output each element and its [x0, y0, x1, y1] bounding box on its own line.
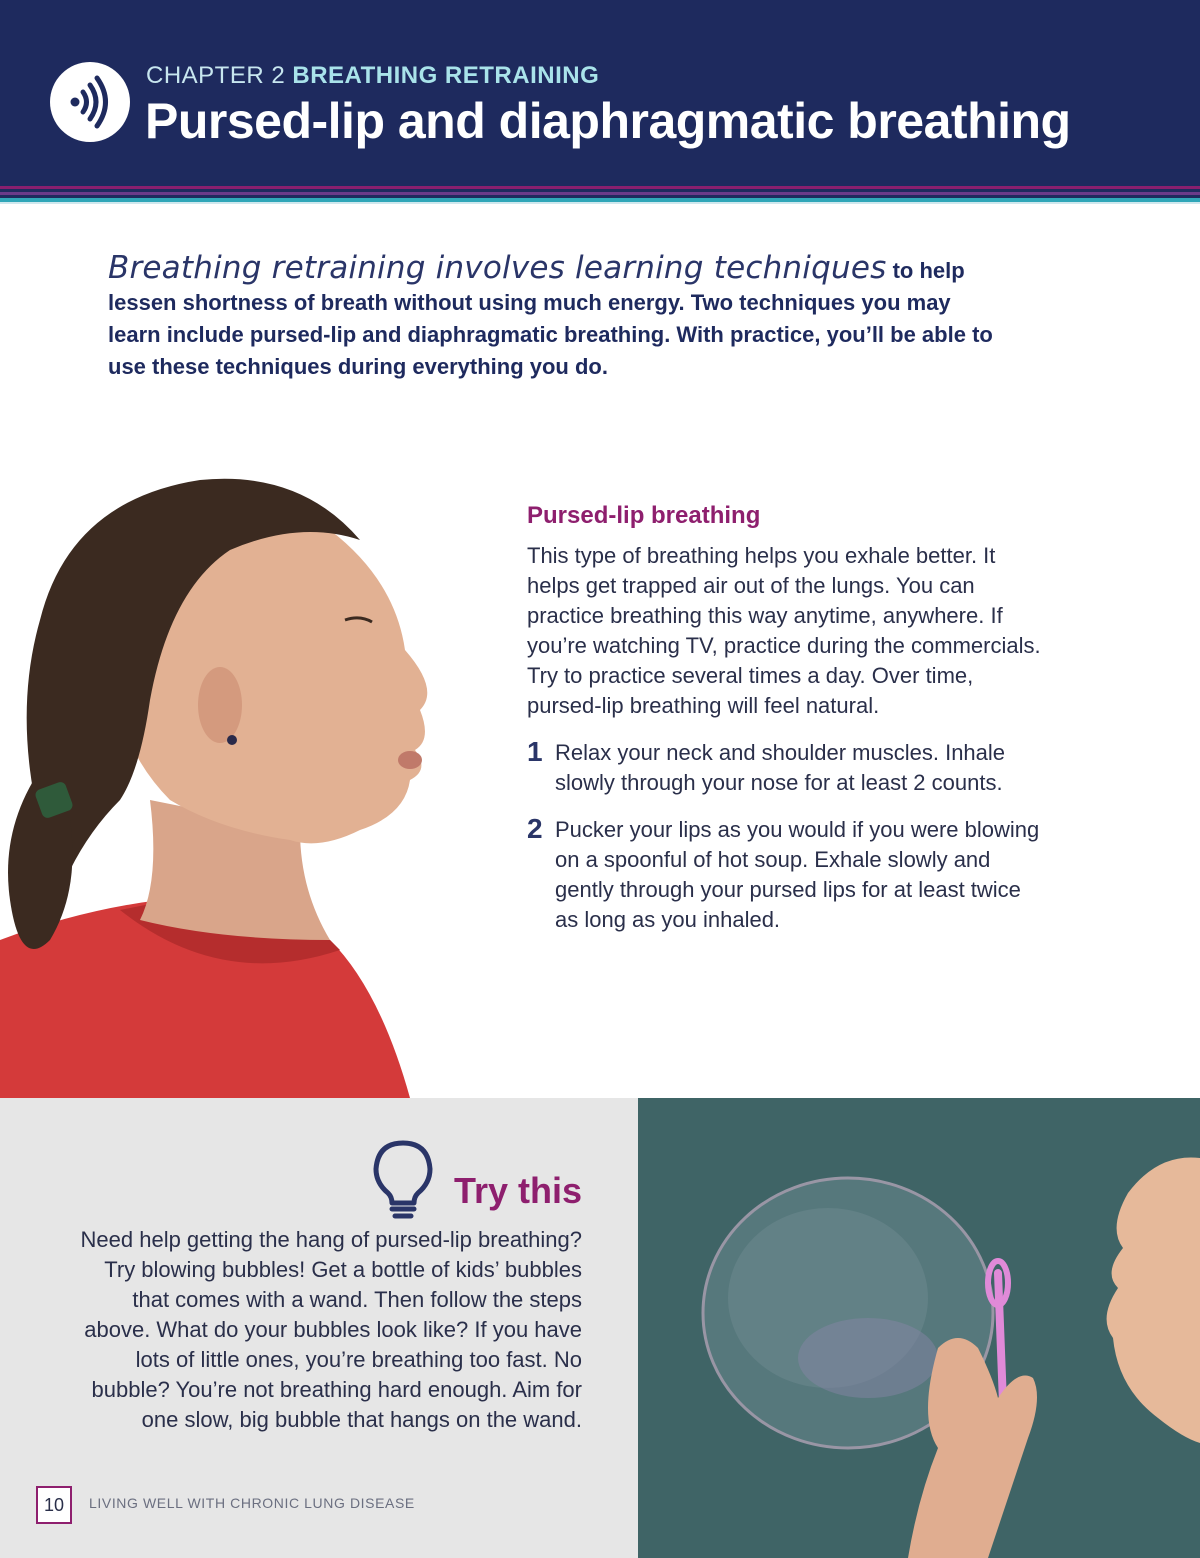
step-item [527, 815, 1047, 935]
step-text: Relax your neck and shoulder muscles. Inhale slowly through your nose for at least 2 counts. [555, 740, 1006, 795]
steps-list [527, 738, 1047, 952]
try-this-heading: Try this [453, 1170, 582, 1211]
section-heading: Pursed-lip breathing [527, 502, 761, 529]
page-title: Pursed-lip and diaphragmatic breathing [145, 93, 1071, 149]
lightbulb-icon [370, 1137, 436, 1223]
intro-lead: Breathing retraining involves learning techniques [108, 250, 887, 286]
chapter-number: CHAPTER 2 [146, 62, 286, 89]
chapter-label [146, 62, 599, 90]
chapter-topic: BREATHING RETRAINING [292, 62, 600, 89]
section-body: This type of breathing helps you exhale better. It helps get trapped air out of the lungs. You can practice breathing this way anytime, anywhere. If you’re watching TV, practice during the commercials. Try to practice several times a day. Over time, pursed-lip breathing will feel natural. [527, 543, 1041, 718]
footer-publication-title: LIVING WELL WITH CHRONIC LUNG DISEASE [89, 1495, 415, 1511]
header-stripe [0, 202, 1200, 204]
step-text: Pucker your lips as you would if you were blowing on a spoonful of hot soup. Exhale slowly and gently through your pursed lips for at least twice as long as you inhaled. [555, 817, 1040, 932]
audio-waves-icon [50, 62, 130, 142]
intro-paragraph [108, 252, 1008, 383]
woman-pursed-lips-photo [0, 470, 470, 1098]
bubble-blowing-photo [638, 1098, 1200, 1558]
step-item [527, 738, 1047, 798]
try-this-body: Need help getting the hang of pursed-lip breathing? Try blowing bubbles! Get a bottle of kids’ bubbles that comes with a wand. Then follow the steps above. What do your bubbles look like? If you have lots of little ones, you’re breathing too fast. No bubble? You’re not breathing hard enough. Aim for one slow, big bubble that hangs on the wand. [80, 1227, 582, 1432]
page-number: 10 [36, 1486, 72, 1524]
step-number: 1 [527, 736, 543, 767]
intro-text: to help lessen shortness of breath without using much energy. Two techniques you may learn include pursed-lip and diaphragmatic breathing. With practice, you’ll be able to use these techniques during everything you do. [108, 258, 993, 379]
step-number: 2 [527, 813, 543, 844]
